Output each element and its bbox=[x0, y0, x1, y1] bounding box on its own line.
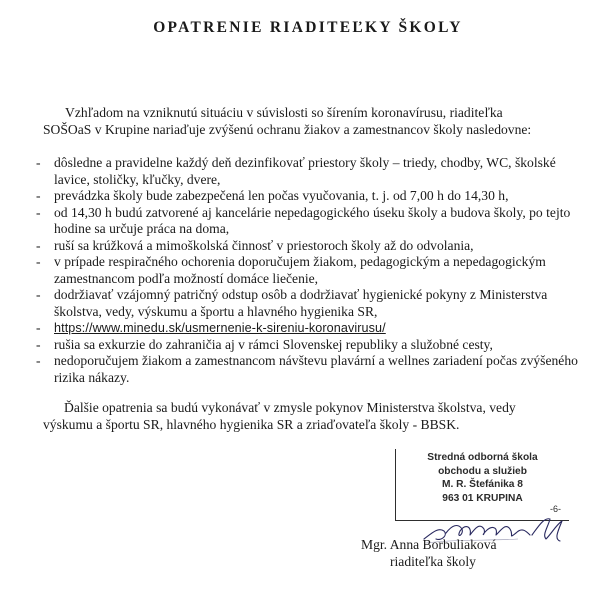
measures-list bbox=[36, 155, 584, 386]
intro-paragraph bbox=[43, 105, 583, 138]
dash-bullet: - bbox=[36, 254, 41, 269]
closing-line-1: Ďalšie opatrenia sa budú vykonávať v zmysle pokynov Ministerstva školstva, vedy bbox=[64, 400, 516, 415]
dash-bullet: - bbox=[36, 320, 41, 335]
measure-item-link bbox=[36, 320, 584, 337]
measure-item: - ruší sa krúžková a mimoškolská činnosť v priestoroch školy až do odvolania, bbox=[36, 237, 474, 253]
measure-item: - nedoporučujem žiakom a zamestnancom návštevu plavární a wellnes zariadení počas zvýšeného rizika nákazy. bbox=[36, 353, 578, 385]
dash-bullet: - bbox=[36, 237, 41, 253]
ministry-link[interactable]: https://www.minedu.sk/usmernenie-k-sireniu-koronavirusu/ bbox=[54, 321, 386, 335]
dash-bullet: - bbox=[36, 155, 41, 170]
dash-bullet: - bbox=[36, 336, 41, 352]
closing-line-2: výskumu a športu SR, hlavného hygienika SR a zriaďovateľa školy - BBSK. bbox=[43, 417, 460, 432]
stamp-line-4: 963 01 KRUPINA bbox=[442, 492, 523, 504]
signer-name: Mgr. Anna Borbuliaková bbox=[361, 537, 497, 552]
closing-paragraph bbox=[43, 399, 585, 433]
measure-item: - dôsledne a pravidelne každý deň dezinfikovať priestory školy – triedy, chodby, WC, školské lavice, stoličky, kľučky, dvere, bbox=[36, 155, 556, 187]
stamp-line-2: obchodu a služieb bbox=[438, 465, 527, 477]
dash-bullet: - bbox=[36, 353, 41, 368]
stamp-mark: -6- bbox=[550, 503, 561, 514]
stamp-line-1: Stredná odborná škola bbox=[427, 452, 538, 463]
dash-bullet: - bbox=[36, 188, 41, 203]
dash-bullet: - bbox=[36, 287, 41, 302]
signer-role: riaditeľka školy bbox=[390, 554, 476, 569]
intro-line-2: SOŠOaS v Krupine nariaďuje zvýšenú ochranu žiakov a zamestnancov školy nasledovne: bbox=[43, 121, 532, 137]
measure-item: - v prípade respiračného ochorenia doporučujem žiakom, pedagogickým a nepedagogickým zamestnancom podľa možností domáce liečenie, bbox=[36, 254, 546, 286]
measure-item: - rušia sa exkurzie do zahraničia aj v rámci Slovenskej republiky a služobné cesty, bbox=[36, 336, 493, 352]
intro-line-1: Vzhľadom na vzniknutú situáciu v súvislosti so šírením koronavírusu, riaditeľka bbox=[65, 105, 503, 120]
dash-bullet: - bbox=[36, 204, 41, 220]
document-title: OPATRENIE RIADITEĽKY ŠKOLY bbox=[153, 19, 463, 36]
signature-block bbox=[361, 536, 497, 570]
stamp-line-3: M. R. Štefánika 8 bbox=[442, 479, 523, 490]
measure-item: - dodržiavať vzájomný patričný odstup osôb a dodržiavať hygienické pokyny z Ministerstva školstva, vedy, výskumu a športu a hlavného hygienika SR, bbox=[36, 287, 548, 319]
measure-item: - od 14,30 h budú zatvorené aj kancelárie nepedagogického úseku školy a budova školy, po tejto hodine sa určuje práca na doma, bbox=[36, 204, 571, 236]
measure-item: - prevádzka školy bude zabezpečená len počas vyučovania, t. j. od 7,00 h do 14,30 h, bbox=[36, 188, 509, 203]
